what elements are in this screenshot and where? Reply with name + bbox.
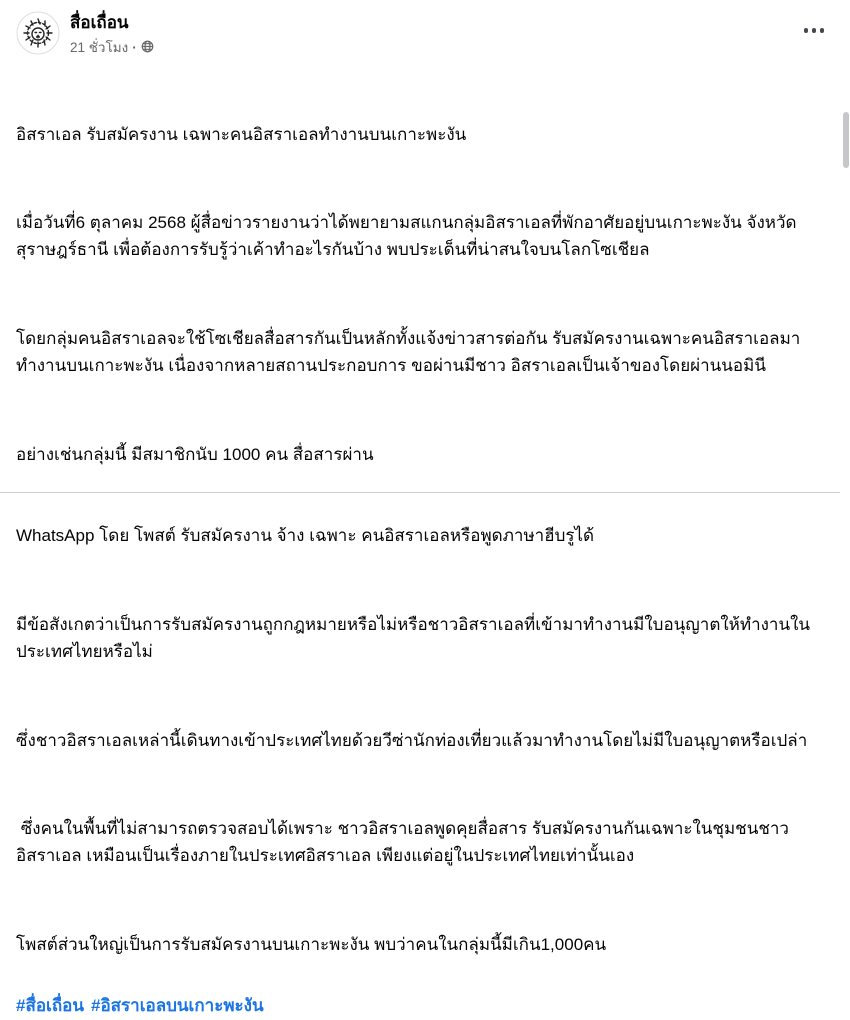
ellipsis-dot	[812, 28, 817, 33]
post-paragraph: ซึ่งชาวอิสราเอลเหล่านี้เดินทางเข้าประเทศไทยด้วยวีซ่านักท่องเที่ยวแล้วมาทำงานโดยไม่มีใบอนุญาตหรือเปล่า	[16, 730, 808, 750]
avatar[interactable]	[16, 11, 60, 55]
post-paragraph: มีข้อสังเกตว่าเป็นการรับสมัครงานถูกกฎหมายหรือไม่หรือชาวอิสราเอลที่เข้ามาทำงานมีใบอนุญาตให้ทำงานในประเทศไทยหรือไม่	[16, 614, 811, 661]
ellipsis-dot	[820, 28, 825, 33]
post-paragraph: อิสราเอล รับสมัครงาน เฉพาะคนอิสราเอลทำงานบนเกาะพะงัน	[16, 124, 467, 144]
timestamp[interactable]: 21 ชั่วโมง	[70, 40, 129, 56]
hashtag-row	[0, 992, 850, 1019]
lion-logo-icon	[16, 11, 60, 55]
scrollbar-thumb[interactable]	[843, 112, 849, 168]
meta-separator: ·	[132, 39, 137, 55]
post-paragraph: WhatsApp โดย โพสต์ รับสมัครงาน จ้าง เฉพาะ คนอิสราเอลหรือพูดภาษาฮีบรูได้	[16, 526, 595, 546]
post-paragraph: อย่างเช่นกลุ่มนี้ มีสมาชิกนับ 1000 คน สื่อสารผ่าน	[16, 444, 374, 464]
globe-icon	[141, 40, 154, 56]
post-paragraph: ซึ่งคนในพื้นที่ไม่สามารถตรวจสอบได้เพราะ ชาวอิสราเอลพูดคุยสื่อสาร รับสมัครงานกันเฉพาะในชุมชนชาวอิสราเอล เหมือนเป็นเรื่องภายในประเทศอิสราเอล เพียงแต่อยู่ในประเทศไทยเท่านั้นเอง	[16, 819, 789, 866]
header-info	[70, 11, 834, 58]
hashtag-link[interactable]: #อิสราเอลบนเกาะพะงัน	[90, 996, 264, 1016]
ellipsis-dot	[804, 28, 809, 33]
post-paragraph: โดยกลุ่มคนอิสราเอลจะใช้โซเชียลสื่อสารกันเป็นหลักทั้งแจ้งข่าวสารต่อกัน รับสมัครงานเฉพาะคนอิสราเอลมาทำงานบนเกาะพะงัน เนื่องจากหลายสถานประกอบการ ขอผ่านมีชาว อิสราเอลเป็นเจ้าของโดยผ่านนอมินี	[16, 328, 801, 376]
more-options-button[interactable]	[800, 22, 829, 39]
page-name[interactable]: สื่อเถื่อน	[70, 13, 129, 32]
post-paragraph: เมื่อวันที่6 ตุลาคม 2568 ผู้สื่อข่าวรายงานว่าได้พยายามสแกนกลุ่มอิสราเอลที่พักอาศัยอยู่บนเกาะพะงัน จังหวัดสุราษฎร์ธานี เพื่อต้องการรับรู้ว่าเค้าทำอะไรกันบ้าง พบประเด็นที่น่าสนใจบนโลกโซเชียล	[16, 213, 797, 260]
hashtag-link[interactable]: #สื่อเถื่อน	[16, 996, 84, 1016]
post-body	[0, 60, 850, 992]
post-header	[0, 0, 850, 60]
post-paragraph: โพสต์ส่วนใหญ่เป็นการรับสมัครงานบนเกาะพะงัน พบว่าคนในกลุ่มนี้มีเกิน1,000คน	[16, 934, 607, 954]
post-meta	[70, 36, 834, 58]
post-divider	[0, 492, 840, 493]
